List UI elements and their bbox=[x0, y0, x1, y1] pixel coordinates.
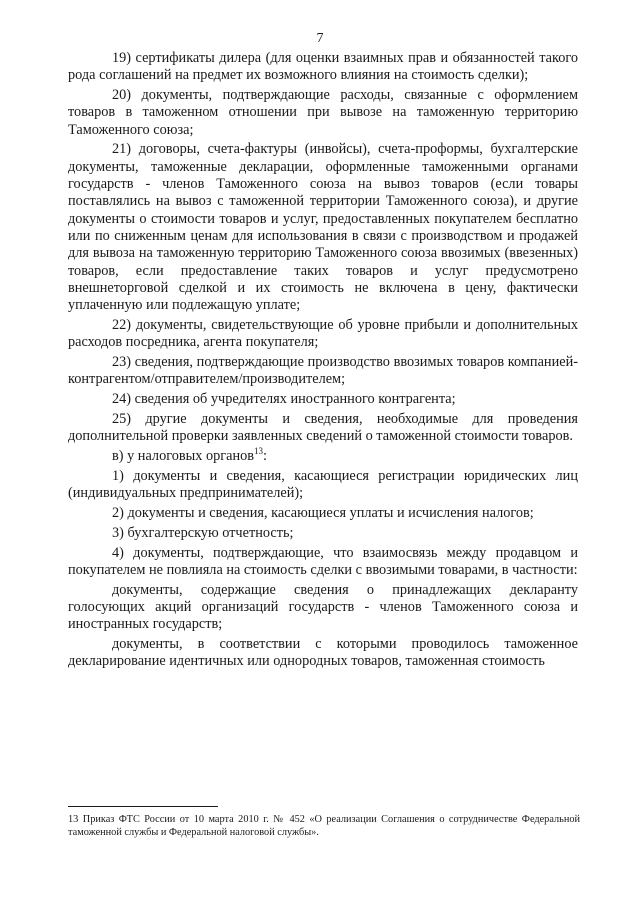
paragraph-20: 20) документы, подтверждающие расходы, связанные с оформлением товаров в таможенном отношении при вывозе на таможенную территорию Таможенного союза; bbox=[68, 87, 578, 138]
section-v-heading bbox=[68, 448, 578, 465]
body-text bbox=[68, 50, 578, 673]
footnote-divider bbox=[68, 806, 218, 807]
paragraph-23: 23) сведения, подтверждающие производство ввозимых товаров компанией-контрагентом/отправителем/производителем; bbox=[68, 354, 578, 388]
section-v-heading-suffix: : bbox=[263, 448, 267, 465]
tax-item-4-sub-1: документы, содержащие сведения о принадлежащих декларанту голосующих акций организаций государств - членов Таможенного союза и иностранных государств; bbox=[68, 581, 578, 633]
tax-item-1: 1) документы и сведения, касающиеся регистрации юридических лиц (индивидуальных предпринимателей); bbox=[68, 467, 578, 502]
paragraph-24: 24) сведения об учредителях иностранного контрагента; bbox=[112, 391, 456, 408]
section-v-heading-text: в) у налоговых органов bbox=[112, 448, 255, 465]
page-number: 7 bbox=[316, 31, 324, 46]
paragraph-25: 25) другие документы и сведения, необходимые для проведения дополнительной проверки заявленных сведений о таможенной стоимости товаров. bbox=[68, 410, 578, 445]
paragraph-21: 21) договоры, счета-фактуры (инвойсы), счета-проформы, бухгалтерские документы, таможенные декларации, оформленные таможенными органами государств - членов Таможенного союза на вывоз товаров (если товары поставлялись на вывоз с таможенной территории Таможенного союза), и другие документы о стоимости товаров и услуг, предоставленных покупателем бесплатно или по сниженным ценам для использования в связи с производством и продажей для вывоза на таможенную территорию Таможенного союза ввозимых (ввезенных) товаров, если предоставление таких товаров и услуг предусмотрено внешнеторговой сделкой и их стоимость не включена в цену, фактически уплаченную или подлежащую уплате; bbox=[68, 141, 578, 314]
footnote-13: 13 Приказ ФТС России от 10 марта 2010 г. № 452 «О реализации Соглашения о сотрудничестве Федеральной таможенной службы и Федеральной налоговой службы». bbox=[68, 814, 580, 838]
paragraph-19: 19) сертификаты дилера (для оценки взаимных прав и обязанностей такого рода соглашений на предмет их возможного влияния на стоимость сделки); bbox=[68, 50, 578, 84]
tax-item-3: 3) бухгалтерскую отчетность; bbox=[112, 524, 294, 541]
tax-item-4: 4) документы, подтверждающие, что взаимосвязь между продавцом и покупателем не повлияла на стоимость сделки с ввозимыми товарами, в частности: bbox=[68, 544, 578, 578]
footnote-ref[interactable]: 13 bbox=[254, 446, 264, 457]
paragraph-22: 22) документы, свидетельствующие об уровне прибыли и дополнительных расходов посредника, агента покупателя; bbox=[68, 316, 578, 351]
tax-item-2: 2) документы и сведения, касающиеся уплаты и исчисления налогов; bbox=[112, 504, 534, 521]
tax-item-4-sub-2: документы, в соответствии с которыми проводилось таможенное декларирование идентичных или однородных товаров, таможенная стоимость bbox=[68, 636, 578, 670]
